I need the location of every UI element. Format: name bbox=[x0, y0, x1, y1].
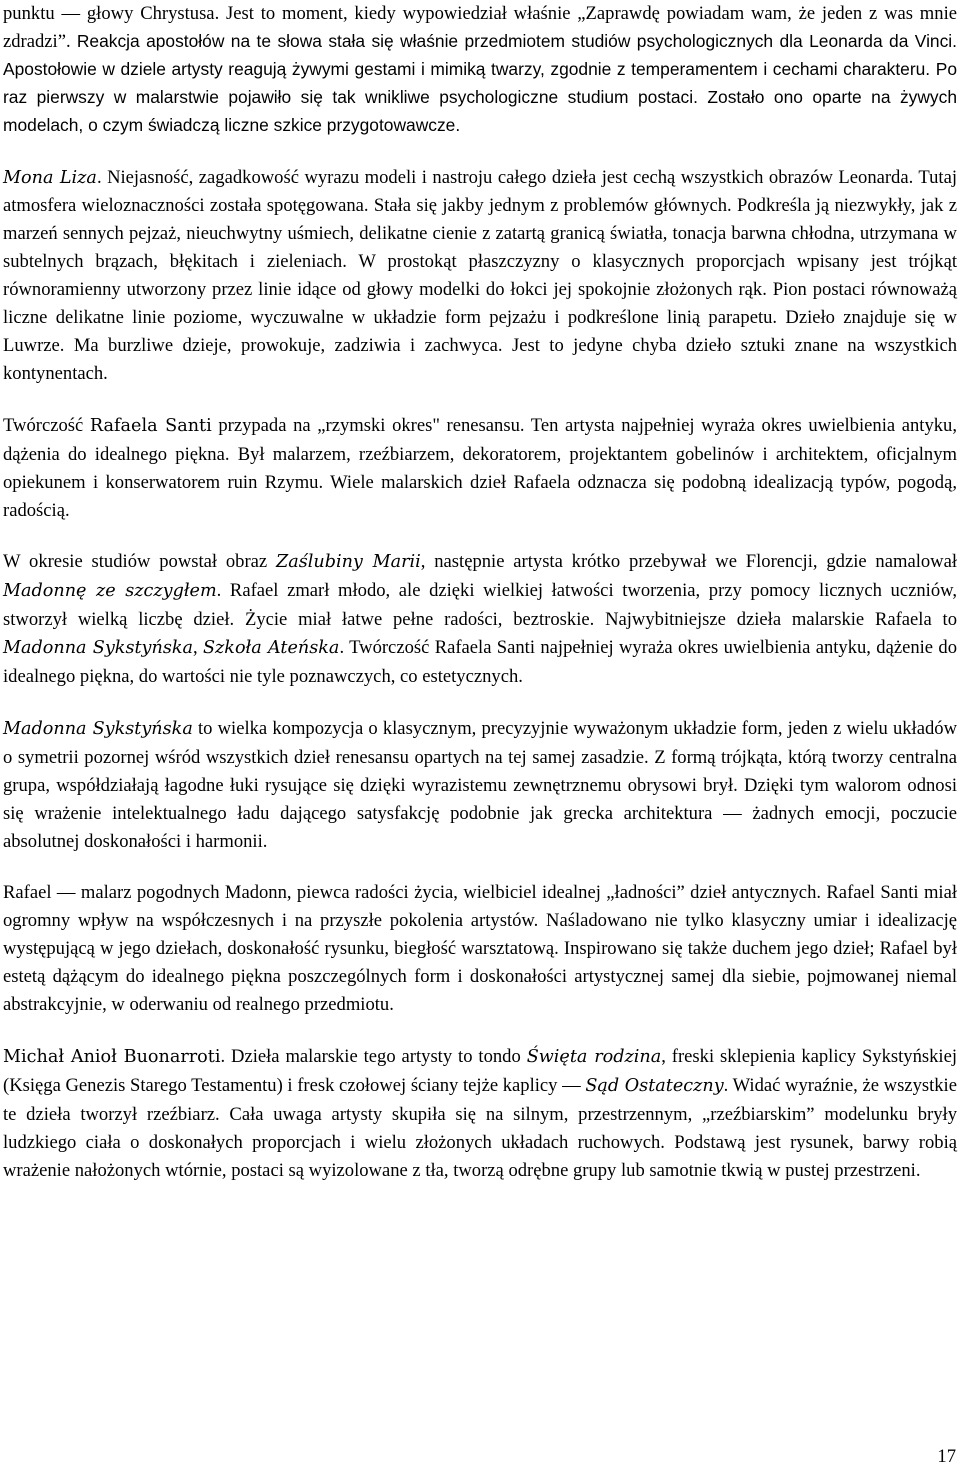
paragraph-spacer bbox=[3, 388, 957, 412]
paragraph-mona-lisa bbox=[3, 164, 957, 388]
paragraph-text: . Widać wyraźnie, że wszystkie te dzieła tworzył rzeźbiarz. Cała uwaga artysty skupiła się na silnym, przestrzennym, „rzeźbiarskim” modelunku bryły ludzkiego ciała o doskonałych proporcjach i wielu złożonych układach ruchowych. Podstawą jest rysunek, barwy robią wrażenie nałożonych wtórnie, postaci są wyizolowane z tła, tworzą odrębne grupy lub samotnie tkwią w pustej przestrzeni. bbox=[3, 1074, 957, 1181]
artist-name: Rafaela Santi bbox=[89, 415, 212, 436]
paragraph-raphael-intro bbox=[3, 412, 957, 525]
paragraph-spacer bbox=[3, 855, 957, 879]
paragraph-text: to wielka kompozycja o klasycznym, precyzyjnie wyważonym układzie form, jeden z wielu układów o symetrii pozornej wśród wszystkich dzieł renesansu opartych na tej samej zasadzie. Z formą trójkąta, którą tworzy centralna grupa, współdziałają łagodne łuki rysujące się dzięki wyrazistemu zewnętrznemu obrysowi brył. Dzięki tym walorom odnosi się wrażenie intelektualnego ładu dającego satysfakcję podobnie jak grecka architektura — żadnych emocji, poczucie absolutnej doskonałości i harmonii. bbox=[3, 717, 957, 852]
paragraph-text: . Twórczość Rafaela Santi najpełniej wyraża okres uwielbienia antyku, dążenie do idealnego piękna, do wartości nie tyle poznawczych, co estetycznych. bbox=[3, 637, 957, 688]
paragraph-text: . Rafael zmarł młodo, ale dzięki wielkiej łatwości tworzenia, przy pomocy licznych uczniów, stworzył wielką liczbę dzieł. Życie miał łatwe pełne radości, beztroskie. Najwybitniejsze dzieła malarskie Rafaela to bbox=[3, 580, 957, 631]
paragraph-spacer bbox=[3, 524, 957, 548]
paragraph-last-supper bbox=[3, 0, 957, 140]
paragraph-spacer bbox=[3, 1019, 957, 1043]
paragraph-text: . Dzieła malarskie tego artysty to tondo bbox=[220, 1046, 527, 1067]
paragraph-raphael-works bbox=[3, 548, 957, 691]
artwork-title: Sąd Ostateczny bbox=[585, 1075, 724, 1096]
paragraph-text: Niejasność, zagadkowość wyrazu modeli i nastroju całego dzieła jest cechą wszystkich obrazów Leonarda. Tutaj atmosfera wieloznaczności została spotęgowana. Stała się jakby jednym z problemów głównych. Podkreśla ją niezwykły, jak z marzeń sennych pejzaż, nieuchwytny uśmiech, delikatne cienie z zatartą granicą światła, tonacja barwna chłodna, utrzymana w subtelnych brązach, błękitach i zieleniach. W prostokąt płaszczyzny o klasycznych proporcjach wpisany jest trójkąt równoramienny utworzony przez linie idące od głowy modelki do łokci jej spokojnie złożonych rąk. Pion postaci równoważą liczne delikatne linie poziome, wyczuwalne w układzie form pejzażu i podkreślone linią parapetu. Dzieło znajduje się w Luwrze. Ma burzliwe dzieje, prowokuje, zadziwia i zachwyca. Jest to jedyne chyba dzieło sztuki znane na wszystkich kontynentach. bbox=[3, 166, 957, 384]
artwork-title: Szkoła Ateńska bbox=[202, 638, 340, 659]
paragraph-spacer bbox=[3, 691, 957, 715]
paragraph-text: Rafael — malarz pogodnych Madonn, piewca radości życia, wielbiciel idealnej „ładności” dzieł antycznych. Rafael Santi miał ogromny wpływ na współczesnych i na przyszłe pokolenia artystów. Naśladowano nie tylko klasyczny umiar i idealizację występującą w jego dziełach, doskonałość rysunku, biegłość warsztatową. Inspirowano się także duchem jego dzieł; Rafael był estetą dążącym do idealnego piękna poszczególnych form i doskonałości artystycznej samej dla siebie, pojmowanej niemal abstrakcyjnie, w oderwaniu od realnego przedmiotu. bbox=[3, 882, 957, 1016]
paragraph-text: W okresie studiów powstał obraz bbox=[3, 551, 276, 573]
paragraph-text: przypada na „rzymski okres" renesansu. Ten artysta najpełniej wyraża okres uwielbienia antyku, dążenia do idealnego piękna. Był malarzem, rzeźbiarzem, dekoratorem, projektantem gobelinów i architektem, oficjalnym opiekunem i konserwatorem ruin Rzymu. Wiele malarskich dzieł Rafaela odznacza się podobną idealizacją typów, pogodą, radością. bbox=[3, 414, 957, 521]
artwork-title: Zaślubiny Marii bbox=[276, 552, 421, 573]
paragraph-text: . bbox=[96, 166, 102, 188]
artwork-title: Madonnę ze szczygłem bbox=[3, 581, 217, 602]
artist-name: Michał Anioł Buonarroti bbox=[3, 1047, 221, 1067]
paragraph-text: , freski sklepienia kaplicy Sykstyńskiej (Księga Genezis Starego Testamentu) i fresk czołowej ściany tejże kaplicy — bbox=[3, 1046, 957, 1096]
artwork-title: Święta rodzina bbox=[526, 1047, 662, 1067]
paragraph-sistine-madonna bbox=[3, 715, 957, 856]
paragraph-text: , następnie artysta krótko przebywał we Florencji, gdzie namalował bbox=[420, 551, 958, 573]
page-number: 17 bbox=[937, 1446, 956, 1467]
paragraph-text: Twórczość bbox=[3, 414, 90, 436]
document-page bbox=[3, 0, 957, 1185]
artwork-title: Madonna Sykstyńska bbox=[3, 638, 193, 659]
paragraph-raphael-legacy bbox=[3, 879, 957, 1019]
artwork-title: Madonna Sykstyńska bbox=[3, 718, 193, 739]
paragraph-text: punktu — głowy Chrystusa. Jest to moment, kiedy wypowiedział właśnie „Zaprawdę powiadam wam, że jeden z was mnie zdradzi”. bbox=[3, 3, 957, 52]
artwork-title: Mona Liza bbox=[3, 167, 97, 188]
paragraph-spacer bbox=[3, 140, 957, 164]
paragraph-text: Reakcja apostołów na te słowa stała się właśnie przedmiotem studiów psychologicznych dla Leonarda da Vinci. Apostołowie w dziele artysty reagują żywymi gestami i mimiką twarzy, zgodnie z temperamentem i cechami charakteru. Po raz pierwszy w malarstwie pojawiło się tak wnikliwe psychologiczne studium postaci. Zostało ono oparte na żywych modelach, o czym świadczą liczne szkice przygotowawcze. bbox=[3, 30, 957, 135]
paragraph-text: , bbox=[193, 637, 203, 659]
paragraph-michelangelo bbox=[3, 1043, 957, 1185]
